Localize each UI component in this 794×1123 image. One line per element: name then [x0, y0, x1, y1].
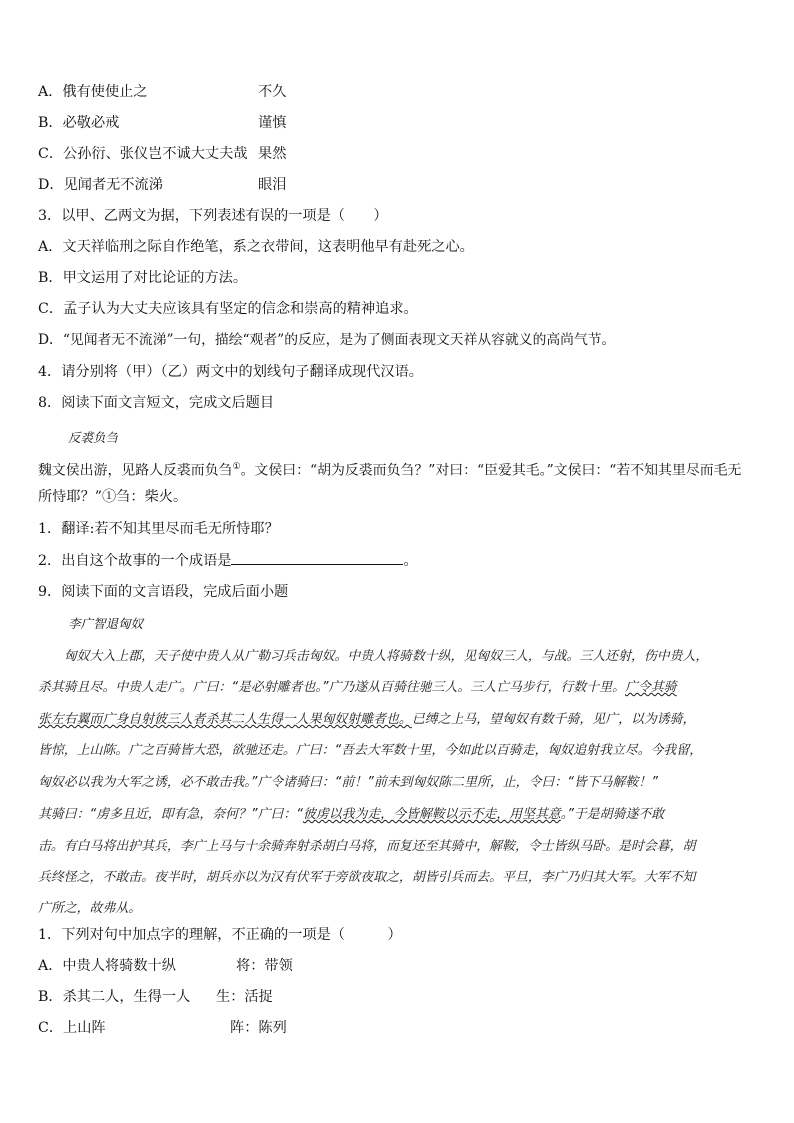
section9-q1-option-a	[38, 957, 293, 975]
option-answer: 生：活捉	[216, 989, 273, 1005]
underlined-sentence: 彼虏以我为走，今皆解鞍以示不走，用坚其意	[302, 807, 561, 822]
option-answer: 将：带领	[236, 958, 293, 974]
passage-line: 张左右翼而广身自射彼三人者杀其二人生得一人果匈奴射雕者也。已缚之上马，望匈奴有数千骑，见广，以为诱骑，	[38, 712, 696, 727]
q2-option-d	[38, 176, 287, 194]
q2-option-answer: 果然	[258, 146, 287, 162]
q3-option-c: C．孟子认为大丈夫应该具有坚定的信念和崇高的精神追求。	[38, 301, 418, 317]
q2-option-a	[38, 83, 287, 101]
q4-stem: 4．请分别将（甲）（乙）两文中的划线句子翻译成现代汉语。	[38, 364, 423, 380]
passage-line: 皆惊，上山陈。广之百骑皆大恐，欲驰还走。广曰：“吾去大军数十里，今如此以百骑走，匈奴追射我立尽。今我留，	[38, 743, 703, 758]
section9-q1-option-b	[38, 988, 273, 1006]
q2-option-text: D．见闻者无不流涕	[38, 177, 163, 193]
passage-line: 匈奴大入上郡，天子使中贵人从广勒习兵击匈奴。中贵人将骑数十纵，见匈奴三人，与战。三人还射，伤中贵人，	[38, 649, 709, 664]
q3-option-a: A．文天祥临刑之际自作绝笔，系之衣带间，这表明他早有赴死之心。	[38, 239, 474, 255]
passage-line: 匈奴必以我为大军之诱，必不敢击我。”广令诸骑曰：“前！”前未到匈奴陈二里所，止，令曰：“皆下马解鞍！”	[38, 775, 658, 790]
q2-option-answer: 眼泪	[258, 177, 287, 193]
underlined-sentence: 张左右翼而广身自射彼三人者杀其二人生得一人果匈奴射雕者也。	[38, 712, 412, 727]
section8-text: 魏文侯出游，见路人反裘而负刍	[38, 462, 233, 479]
section8-heading: 8．阅读下面文言短文，完成文后题目	[38, 395, 275, 411]
q2-option-answer: 谨慎	[258, 115, 287, 131]
option-answer: 阵：陈列	[230, 1020, 287, 1036]
option-text: B．杀其二人，生得一人	[38, 989, 191, 1005]
passage-line: 杀其骑且尽。中贵人走广。广曰：“是必射雕者也。”广乃遂从百骑往驰三人。三人亡马步行，行数十里。广令其骑	[38, 680, 677, 695]
section8-paragraph-line1	[38, 458, 741, 480]
section9-passage-title: 李广智退匈奴	[68, 616, 144, 631]
section8-q2-end: 。	[403, 553, 418, 569]
underlined-sentence: 广令其骑	[624, 680, 677, 695]
section8-q2-stem: 2．出自这个故事的一个成语是	[38, 553, 232, 569]
footnote-marker: ①	[232, 462, 241, 472]
q2-option-answer: 不久	[258, 84, 287, 100]
section8-text: 。文侯曰：“胡为反裘而负刍？”对曰：“臣爱其毛。”文侯曰：“若不知其里尽而毛无	[240, 462, 742, 479]
q3-option-d: D．“见闻者无不流涕”一句，描绘“观者”的反应，是为了侧面表现文天祥从容就义的高尚气节。	[38, 332, 616, 348]
passage-line: 广所之，故弗从。	[38, 901, 142, 916]
q2-option-c	[38, 145, 287, 163]
q2-option-b	[38, 114, 287, 132]
q2-option-text: A．俄有使使止之	[38, 84, 148, 100]
q3-option-b: B．甲文运用了对比论证的方法。	[38, 270, 248, 286]
q2-option-text: C．公孙衍、张仪岂不诚大丈夫哉	[38, 146, 248, 162]
answer-blank	[231, 551, 403, 565]
section9-q1-stem: 1．下列对句中加点字的理解，不正确的一项是（ ）	[38, 927, 402, 943]
option-text: A．中贵人将骑数十纵	[38, 958, 176, 974]
passage-line: 击。有白马将出护其兵，李广上马与十余骑奔射杀胡白马将，而复还至其骑中，解鞍，令士皆纵马卧。是时会暮，胡	[38, 839, 696, 854]
section9-heading: 9．阅读下面的文言语段，完成后面小题	[38, 584, 289, 600]
section8-paragraph-line2: 所恃耶？”①刍：柴火。	[38, 489, 188, 505]
section9-q1-option-c	[38, 1019, 287, 1037]
passage-line: 其骑曰：“虏多且近，即有急，奈何？”广曰：“彼虏以我为走，今皆解鞍以示不走，用坚其意。”于是胡骑遂不敢	[38, 807, 665, 822]
section8-q2	[38, 551, 418, 570]
q3-stem: 3．以甲、乙两文为据，下列表述有误的一项是（ ）	[38, 208, 388, 224]
section8-passage-title: 反裘负刍	[68, 430, 119, 445]
q2-option-text: B．必敬必戒	[38, 115, 120, 131]
option-text: C．上山阵	[38, 1020, 106, 1036]
passage-line: 兵终怪之，不敢击。夜半时，胡兵亦以为汉有伏军于旁欲夜取之，胡皆引兵而去。平旦，李广乃归其大军。大军不知	[38, 870, 696, 885]
section8-q1: 1．翻译:若不知其里尽而毛无所恃耶？	[38, 521, 279, 537]
